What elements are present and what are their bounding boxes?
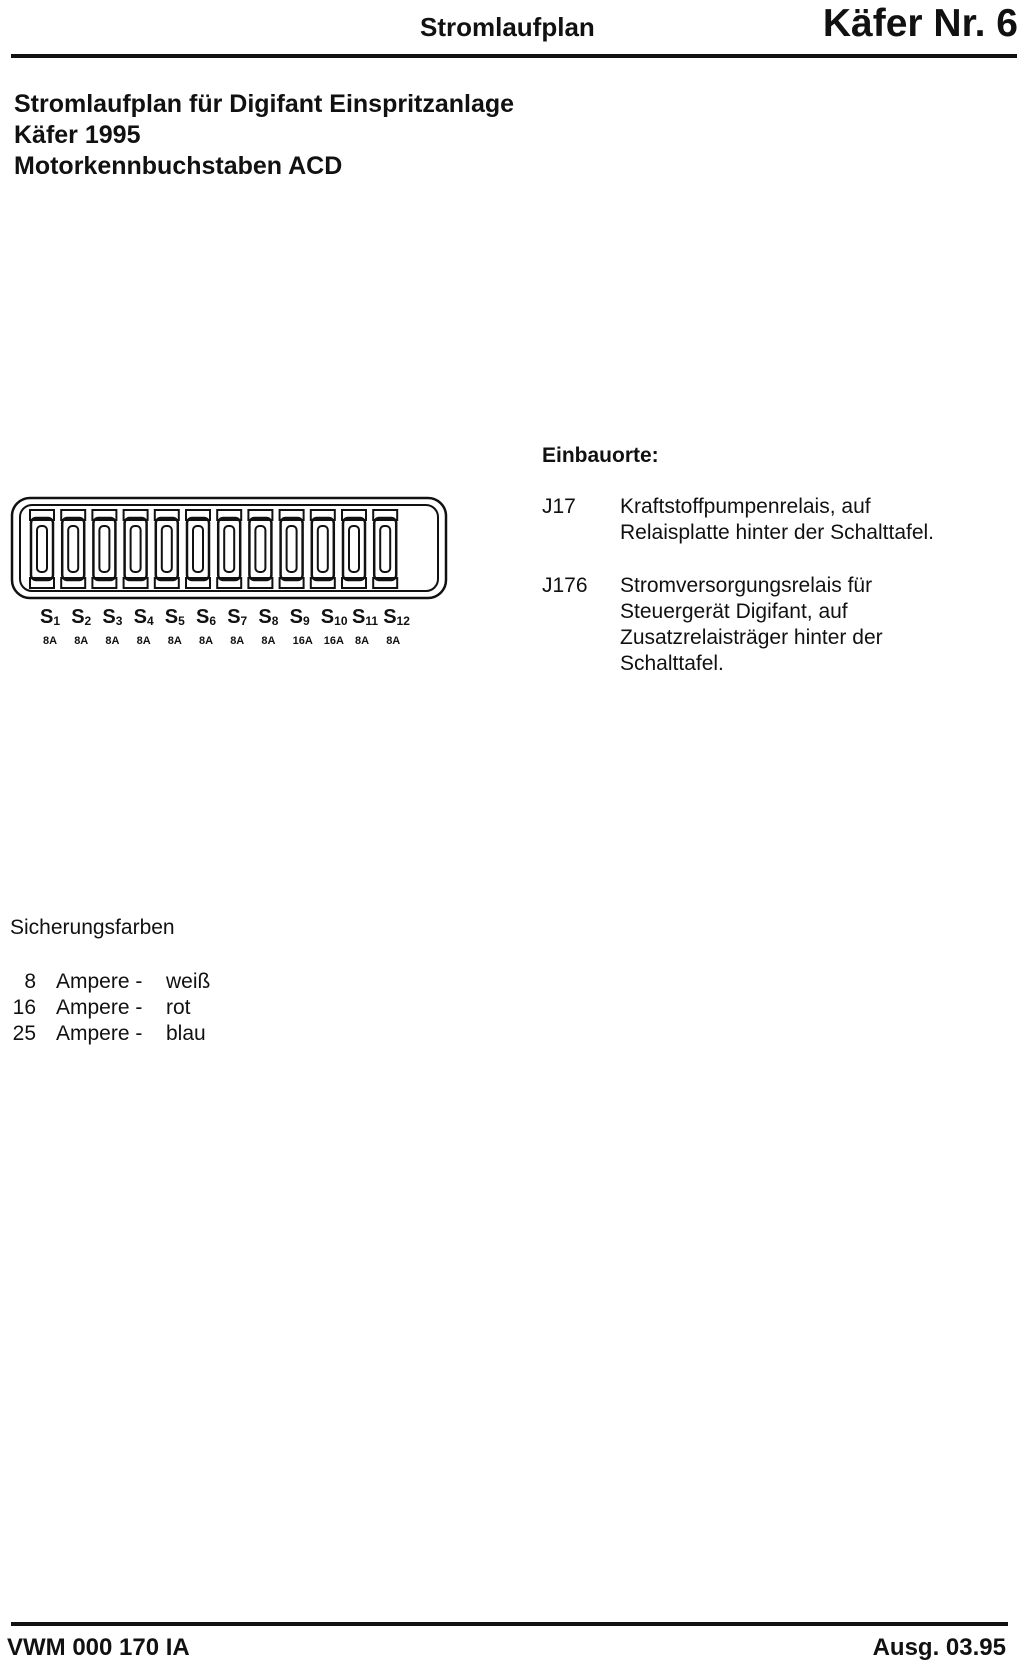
- fuse-label-number: 10: [334, 614, 348, 628]
- fuse-slot: [156, 518, 178, 580]
- fuse-amperage: 8A: [261, 635, 276, 647]
- title-line-3: Motorkennbuchstaben ACD: [14, 152, 343, 180]
- fuse-slot: [249, 518, 271, 580]
- title-line-1: Stromlaufplan für Digifant Einspritzanlage: [14, 90, 515, 118]
- fuse-slot: [31, 518, 53, 580]
- fuse-amperage: 8A: [199, 635, 214, 647]
- fuse-label-letter: S: [40, 606, 54, 628]
- fuse-label-letter: S: [227, 606, 241, 628]
- fuse-amperage: 8A: [167, 635, 182, 647]
- fuse-label: [196, 606, 216, 629]
- fuse-amperage: 8A: [355, 635, 370, 647]
- fuse-label: [352, 606, 378, 629]
- fuse-label-letter: S: [71, 606, 85, 628]
- einbauorte-description: [620, 494, 1020, 546]
- fuse-color-unit: Ampere -: [56, 970, 143, 993]
- fuse-label-number: 12: [396, 614, 410, 628]
- fuse-colors-title: Sicherungsfarben: [10, 916, 175, 939]
- fuse-color-amp: 25: [12, 1022, 36, 1045]
- fuse-element: [68, 526, 78, 572]
- fuse-slot: [312, 518, 334, 580]
- fuse-label: [290, 606, 310, 629]
- fuse-label-number: 3: [115, 614, 123, 628]
- fuse-color-name: blau: [166, 1022, 206, 1045]
- fuse-element: [193, 526, 203, 572]
- fuse-color-amp: 16: [12, 996, 36, 1019]
- fuse-color-unit: Ampere -: [56, 996, 143, 1019]
- einbauorte-description-line: Relaisplatte hinter der Schalttafel.: [620, 521, 935, 544]
- fuse-slot: [187, 518, 209, 580]
- fuse-label-number: 4: [146, 614, 154, 628]
- fuse-box-diagram: [10, 496, 450, 602]
- einbauorte-item-j17: [542, 494, 1020, 546]
- fuse-label: [102, 606, 122, 629]
- footer-edition: Ausg. 03.95: [872, 1634, 1006, 1661]
- fuse-element: [287, 526, 297, 572]
- fuse-slot: [93, 518, 115, 580]
- einbauorte-description-line: Schalttafel.: [620, 652, 724, 675]
- fuse-color-amp: 8: [24, 970, 36, 993]
- fuse-element: [318, 526, 328, 572]
- fuse-amperage: 8A: [74, 635, 89, 647]
- fuse-slot: [218, 518, 240, 580]
- fuse-label-number: 11: [365, 614, 379, 628]
- fuse-color-row: [8, 996, 191, 1020]
- fuse-slot: [62, 518, 84, 580]
- footer-doc-number: VWM 000 170 IA: [7, 1634, 190, 1661]
- fuse-slots: [30, 510, 397, 588]
- einbauorte-heading: Einbauorte:: [542, 444, 659, 467]
- fuse-element: [131, 526, 141, 572]
- einbauorte-description-line: Zusatzrelaisträger hinter der: [620, 626, 883, 649]
- fuse-label-number: 5: [178, 614, 185, 628]
- header-section: Stromlaufplan: [420, 12, 595, 42]
- fuse-element: [380, 526, 390, 572]
- fuse-color-row: [8, 1022, 206, 1046]
- fuse-element: [224, 526, 234, 572]
- fuse-labels: [40, 606, 440, 654]
- fuse-color-row: [8, 970, 210, 994]
- fuse-label: [40, 606, 60, 629]
- fuse-amperage: 8A: [105, 635, 120, 647]
- fuse-slot: [374, 518, 396, 580]
- fuse-label-letter: S: [320, 606, 335, 628]
- fuse-label: [165, 606, 185, 629]
- fuse-label-number: 1: [53, 614, 61, 628]
- fuse-label-number: 9: [302, 614, 310, 628]
- fuse-amperage: 8A: [43, 635, 58, 647]
- fuse-amperage: 16A: [323, 635, 344, 647]
- fuse-label: [71, 606, 91, 629]
- fuse-element: [255, 526, 265, 572]
- fuse-label: [134, 606, 154, 629]
- fuse-color-name: rot: [166, 996, 191, 1019]
- fuse-amperage: 8A: [136, 635, 151, 647]
- fuse-slot: [125, 518, 147, 580]
- fuse-label-letter: S: [133, 606, 147, 628]
- fuse-label-number: 6: [209, 614, 217, 628]
- fuse-color-unit: Ampere -: [56, 1022, 143, 1045]
- einbauorte-description: [620, 573, 1020, 677]
- title-line-2: Käfer 1995: [14, 121, 141, 149]
- einbauorte-description-line: Steuergerät Digifant, auf: [620, 600, 848, 623]
- einbauorte-item-j176: [542, 573, 1020, 677]
- fuse-slot: [281, 518, 303, 580]
- fuse-label: [227, 606, 247, 629]
- fuse-element: [349, 526, 359, 572]
- fuse-amperage: 8A: [386, 635, 401, 647]
- fuse-label: [383, 606, 410, 629]
- fuse-color-name: weiß: [166, 970, 211, 993]
- fuse-label-letter: S: [383, 606, 397, 628]
- fuse-label-letter: S: [102, 606, 116, 628]
- header-rule: [11, 54, 1017, 58]
- title-block: [14, 89, 514, 182]
- fuse-label: [321, 606, 348, 629]
- fuse-slot: [343, 518, 365, 580]
- fuse-label-letter: S: [258, 606, 272, 628]
- fuse-amperage: 8A: [230, 635, 245, 647]
- einbauorte-description-line: Stromversorgungsrelais für: [620, 574, 873, 597]
- fuse-label-number: 7: [240, 614, 248, 628]
- fuse-label-letter: S: [289, 606, 303, 628]
- fuse-amperage: 16A: [292, 635, 313, 647]
- fuse-label-number: 2: [84, 614, 92, 628]
- fuse-element: [99, 526, 109, 572]
- einbauorte-description-line: Kraftstoffpumpenrelais, auf: [620, 495, 871, 518]
- fuse-label-letter: S: [164, 606, 179, 628]
- fuse-label-letter: S: [196, 606, 210, 628]
- fuse-element: [37, 526, 47, 572]
- fuse-label: [258, 606, 278, 629]
- footer-rule: [11, 1622, 1008, 1626]
- einbauorte-code: J176: [542, 574, 588, 597]
- header-doc-title: Käfer Nr. 6: [822, 2, 1018, 45]
- fuse-label-letter: S: [352, 606, 366, 628]
- fuse-element: [162, 526, 172, 572]
- fuse-label-number: 8: [271, 614, 279, 628]
- einbauorte-code: J17: [542, 495, 576, 518]
